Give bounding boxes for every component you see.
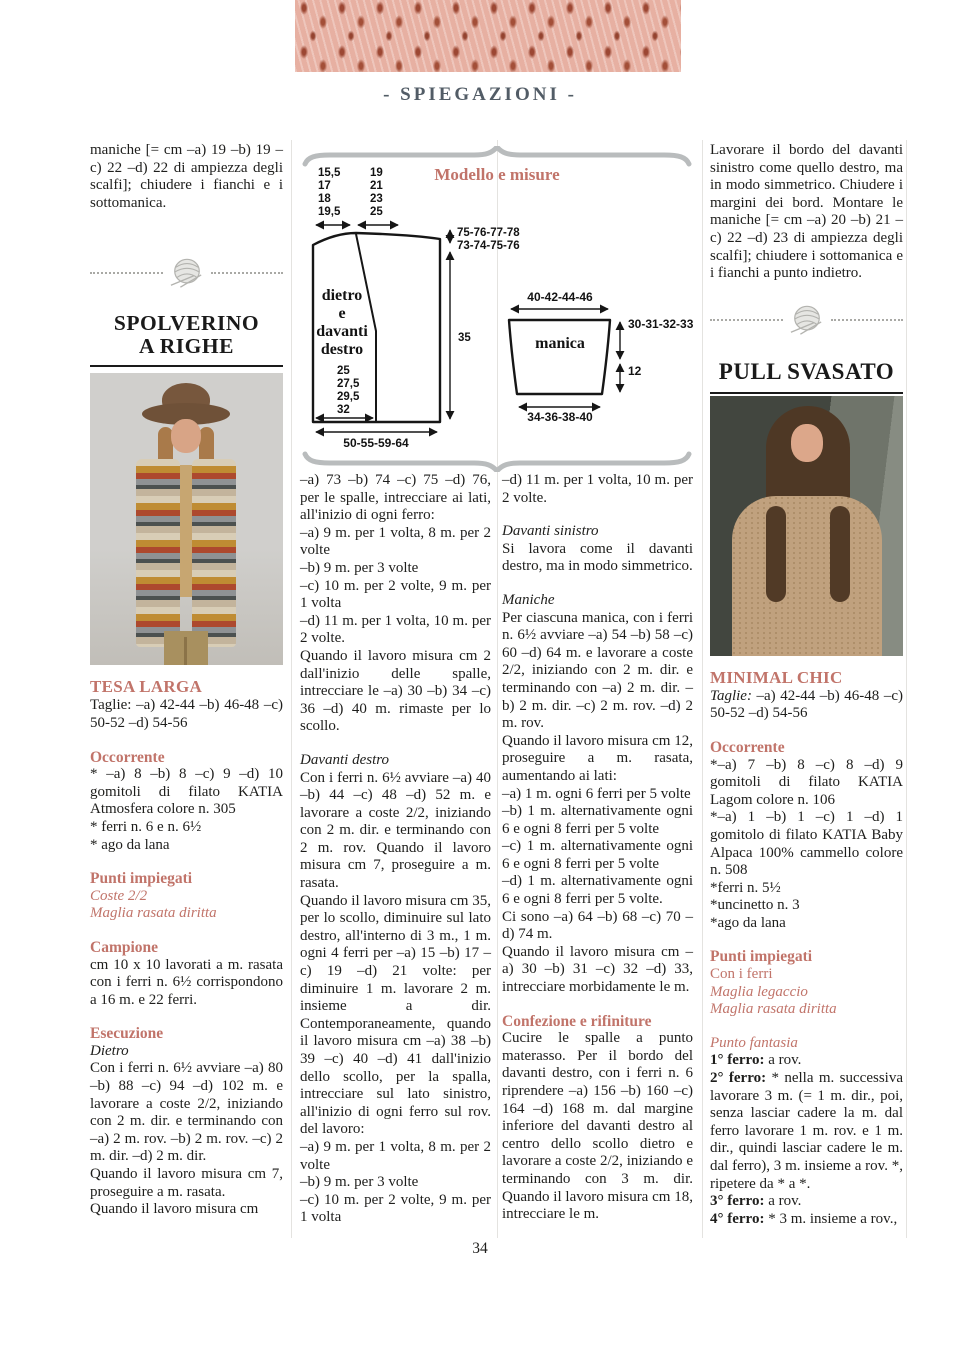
text-block: –b) 9 m. per 3 volte: [300, 559, 419, 576]
column-left: [90, 142, 283, 1219]
text-lead: 1° ferro:: [710, 1052, 769, 1069]
piece-label: davanti: [316, 323, 368, 340]
text-block: Quando il lavoro misura cm 35, per lo scollo, diminuire sul lato destro, all'interno di 3 m., 1 m. ogni 4 ferri per –a) 15 –b) 17 –c) 19 –d) 21 volte: per diminuire 1 m. lavorare 2 m. insieme a dir. Contemporaneamente, quando il lavoro misura cm –a) 38 –b) 39 –c) 40 –d) 41 dall'inizio dello scollo, per la spalla, intrecciare sul lato sinistro, all'inizio di ogni ferro sul rov. del lavoro:: [300, 892, 491, 1138]
text-block: –d) 1 m. alternativamente ogni 6 e ogni 8 ferri per 5 volte.: [502, 873, 693, 908]
section-title: - SPIEGAZIONI -: [383, 84, 577, 105]
text-lead: 3° ferro:: [710, 1193, 769, 1210]
text-block: * ferri n. 6 e n. 6½: [90, 818, 202, 835]
text-block: 2° ferro: * nella m. successiva lavorare 3 m. (= 1 m. dir., poi, senza lasciar cadere la m. dal ferro lavorare 1 m. rov. e 1 m. dir., quindi lasciar cadere le m. dal ferro), 3 m. insieme a rov. *, ripetere da * a *.: [710, 1070, 903, 1192]
text-block: –a) 73 –b) 74 –c) 75 –d) 76, per le spalle, intrecciare ai lati, all'inizio di ogni ferro:: [300, 472, 491, 524]
text-block: –a) 9 m. per 1 volta, 8 m. per 2 volte: [300, 1138, 491, 1173]
measure-label: 25: [370, 206, 383, 218]
photo-pull-model: [710, 396, 903, 656]
photo-spolverino-model: [90, 373, 283, 665]
hair-shape: [766, 506, 786, 602]
sweater-shape: [732, 496, 882, 656]
measure-label: 34-36-38-40: [527, 410, 593, 424]
decorative-brace-top: [305, 147, 689, 164]
text-block: Maglia rasata diritta: [90, 905, 217, 922]
face-shape: [791, 424, 823, 462]
text-block: 1° ferro: a rov.: [710, 1052, 802, 1069]
text-block: maniche [= cm –a) 19 –b) 19 –c) 22 –d) 22 di ampiezza degli scalfi]; chiudere i fianchi e i sottomanica.: [90, 142, 283, 211]
yarn-ball-icon: [168, 256, 206, 290]
text-block: Quando il lavoro misura cm 7, proseguire a m. rasata.: [90, 1166, 283, 1200]
measure-label: 73-74-75-76: [457, 240, 520, 252]
text-block: Maglia legaccio: [710, 983, 808, 1000]
text-block: –c) 1 m. alternativamente ogni 6 e ogni 8 ferri per 5 volte: [502, 838, 693, 872]
text-block: 3° ferro: a rov.: [710, 1193, 802, 1210]
piece-label: destro: [320, 341, 364, 358]
text-block: –d) 11 m. per 1 volta, 10 m. per 2 volte.: [502, 472, 693, 506]
pattern-title-line: PULL SVASATO: [718, 358, 895, 384]
text-block: * –a) 8 –b) 8 –c) 9 –d) 10 gomitoli di filato KATIA Atmosfera colore n. 305: [90, 766, 283, 818]
column-divider: [702, 140, 703, 1238]
text-block: cm 10 x 10 lavorati a m. rasata con i ferri n. 6½ corrispondono a 16 m. e 22 ferri.: [90, 956, 283, 1008]
measure-label: 19: [370, 167, 383, 179]
text-block: Per ciascuna manica, con i ferri n. 6½ avviare –a) 54 –b) 58 –c) 60 –d) 64 m. e lavorare a coste 2/2, iniziando con 2 m. dir. e terminando con –a) 2 m. dir. –b) 2 m. dir. –c) 2 m. rov. –d) 2 m. rov.: [502, 609, 693, 732]
yarn-divider: [90, 256, 283, 290]
text-block: –a) 1 m. ogni 6 ferri per 5 volte: [502, 785, 691, 802]
right-pattern-text: [710, 668, 903, 1229]
text-block: Punti impiegati: [710, 948, 813, 966]
text-block: –b) 1 m. alternativamente ogni 6 e ogni 8 ferri per 5 volte: [502, 803, 693, 837]
text-block: *ferri n. 5½: [710, 879, 781, 896]
text-block: Taglie: –a) 42-44 –b) 46-48 –c) 50-52 –d) 54-56: [90, 697, 283, 731]
hair-shape: [830, 506, 850, 602]
column-divider: [291, 140, 292, 1238]
measure-label: 18: [318, 193, 331, 205]
text-block: Quando il lavoro misura cm 12, proseguire a m. rasata, aumentando ai lati:: [502, 732, 693, 784]
text-block: Esecuzione: [90, 1025, 164, 1043]
decorative-brace-bottom: [305, 454, 689, 471]
schematic-diagram: [298, 146, 700, 472]
text-block: Davanti sinistro: [502, 523, 599, 540]
measure-label: 19,5: [318, 206, 341, 218]
piece-label: dietro: [321, 287, 363, 304]
text-block: *uncinetto n. 3: [710, 897, 800, 914]
measure-label: 50-55-59-64: [343, 436, 409, 450]
yarn-ball-icon: [788, 303, 826, 337]
pants-shape: [164, 631, 208, 665]
text-block: –a) 9 m. per 1 volta, 8 m. per 2 volte: [300, 524, 491, 559]
text-block: 4° ferro: * 3 m. insieme a rov.,: [710, 1210, 898, 1227]
pattern-title-line: A RIGHE: [139, 334, 234, 359]
text-block: Taglie: –a) 42-44 –b) 46-48 –c) 50-52 –d) 54-56: [710, 687, 904, 722]
measure-label: 35: [458, 332, 471, 344]
text-lead: 2° ferro:: [710, 1070, 772, 1087]
text-block: Con i ferri: [710, 966, 773, 983]
text-block: MINIMAL CHIC: [710, 667, 843, 687]
text-block: Ci sono –a) 64 –b) 68 –c) 70 –d) 74 m.: [502, 908, 693, 943]
text-block: Occorrente: [710, 738, 785, 756]
measure-label: 27,5: [337, 378, 360, 390]
knit-texture-image: [295, 0, 681, 72]
text-block: Con i ferri n. 6½ avviare –a) 40 –b) 44 –c) 48 –d) 52 m. e lavorare a coste 2/2, iniziando con 2 m. dir. e terminando con 2 m. rov. Quando il lavoro misura cm 7, proseguire a m. rasata.: [300, 769, 491, 892]
measure-label: 12: [628, 364, 642, 378]
measure-label: 40-42-44-46: [527, 290, 593, 304]
dotted-rule: [90, 272, 163, 274]
text-block: Punto fantasia: [710, 1034, 798, 1051]
sleeve-piece-outline: [509, 320, 610, 394]
measure-label: 29,5: [337, 391, 360, 403]
text-block: –c) 10 m. per 2 volte, 9 m. per 1 volta: [300, 1191, 491, 1226]
text-block: Davanti destro: [300, 751, 390, 768]
text-lead: 4° ferro:: [710, 1210, 769, 1227]
piece-label: e: [338, 305, 346, 322]
page-number: 34: [472, 1240, 488, 1257]
text-block: Coste 2/2: [90, 887, 148, 904]
striped-cardigan-shape: [192, 459, 236, 647]
measure-label: 23: [370, 193, 383, 205]
text-block: Punti impiegati: [90, 870, 193, 888]
text-block: Maglia rasata diritta: [710, 1001, 837, 1018]
text-block: Quando il lavoro misura cm 2 dall'inizio delle spalle, intrecciare le –a) 30 –b) 34 –c) 36 –d) 40 m. rimaste per lo scollo.: [300, 647, 491, 735]
column-divider: [906, 140, 907, 1238]
text-block: Maniche: [502, 591, 555, 608]
column-middle-right: [502, 472, 693, 1224]
column-middle-left: [300, 472, 491, 1227]
top-shape: [180, 465, 192, 597]
text-block: Con i ferri n. 6½ avviare –a) 80 –b) 88 –c) 94 –d) 102 m. e lavorare a coste 2/2, iniziando con 2 m. dir. e terminando con –a) 2 m. rov. –b) 2 m. rov. –c) 2 m. dir. –d) 2 m. dir.: [90, 1060, 283, 1165]
text-block: Occorrente: [90, 748, 165, 766]
text-block: *ago da lana: [710, 914, 786, 931]
measure-label: 30-31-32-33: [628, 317, 694, 331]
text-block: Cucire le spalle a punto materasso. Per il bordo del davanti destro, con i ferri n. 6 riprendere –a) 156 –b) 160 –c) 164 –d) 168 m. dal margine inferiore del davanti destro al centro dello scollo dietro e lavorare a coste 2/2, iniziando e terminando con 3 m. dir. Quando il lavoro misura cm 18, intrecciare le m.: [502, 1030, 693, 1223]
text-block: *–a) 7 –b) 8 –c) 8 –d) 9 gomitoli di filato KATIA Lagom colore n. 106: [710, 756, 903, 808]
text-block: Campione: [90, 938, 159, 956]
text-block: Quando il lavoro misura cm: [90, 1201, 259, 1218]
text-block: TESA LARGA: [90, 677, 203, 697]
text-block: Dietro: [90, 1042, 129, 1059]
measure-label: 32: [337, 404, 350, 416]
yarn-divider: [710, 303, 903, 337]
column-right: [710, 142, 903, 1228]
striped-cardigan-shape: [136, 459, 180, 647]
measure-label: 17: [318, 180, 331, 192]
left-pattern-text: [90, 677, 283, 1218]
piece-label: manica: [535, 335, 585, 352]
dotted-rule: [710, 319, 783, 321]
measure-label: 25: [337, 365, 350, 377]
measure-label: 75-76-77-78: [457, 227, 520, 239]
measure-label: 21: [370, 180, 383, 192]
diagram-title: Modello e misure: [434, 165, 560, 184]
text-block: –b) 9 m. per 3 volte: [300, 1174, 419, 1191]
text-block: Lavorare il bordo del davanti sinistro come quello destro, ma in modo simmetrico. Chiudere i margini dei bord. Montare le maniche [= cm –a) 20 –b) 21 –c) 22 –d) 23 di ampiezza degli scalfi]; chiudere i sottomanica e i fianchi a punto indietro.: [710, 142, 903, 282]
text-block: Confezione e rifiniture: [502, 1012, 652, 1030]
left-intro-text: [90, 142, 283, 212]
pattern-title-spolverino: [90, 312, 283, 367]
text-block: Si lavora come il davanti destro, ma in modo simmetrico.: [502, 540, 693, 575]
face-shape: [171, 419, 201, 453]
text-block: * ago da lana: [90, 836, 170, 853]
dotted-rule: [831, 319, 904, 321]
measure-label: 15,5: [318, 167, 341, 179]
text-block: Quando il lavoro misura cm –a) 30 –b) 31 –c) 32 –d) 33, intrecciare morbidamente le m.: [502, 943, 693, 996]
text-block: –c) 10 m. per 2 volte, 9 m. per 1 volta: [300, 577, 491, 612]
text-lead: Taglie:: [710, 687, 757, 704]
right-intro-text: [710, 142, 903, 283]
dotted-rule: [211, 272, 284, 274]
pattern-title-line: SPOLVERINO: [113, 311, 260, 336]
pattern-title-pull-svasato: [710, 359, 903, 394]
text-block: –d) 11 m. per 1 volta, 10 m. per 2 volte.: [300, 612, 491, 647]
text-block: *–a) 1 –b) 1 –c) 1 –d) 1 gomitolo di filato KATIA Baby Alpaca 100% cammello colore n. 508: [710, 809, 903, 879]
